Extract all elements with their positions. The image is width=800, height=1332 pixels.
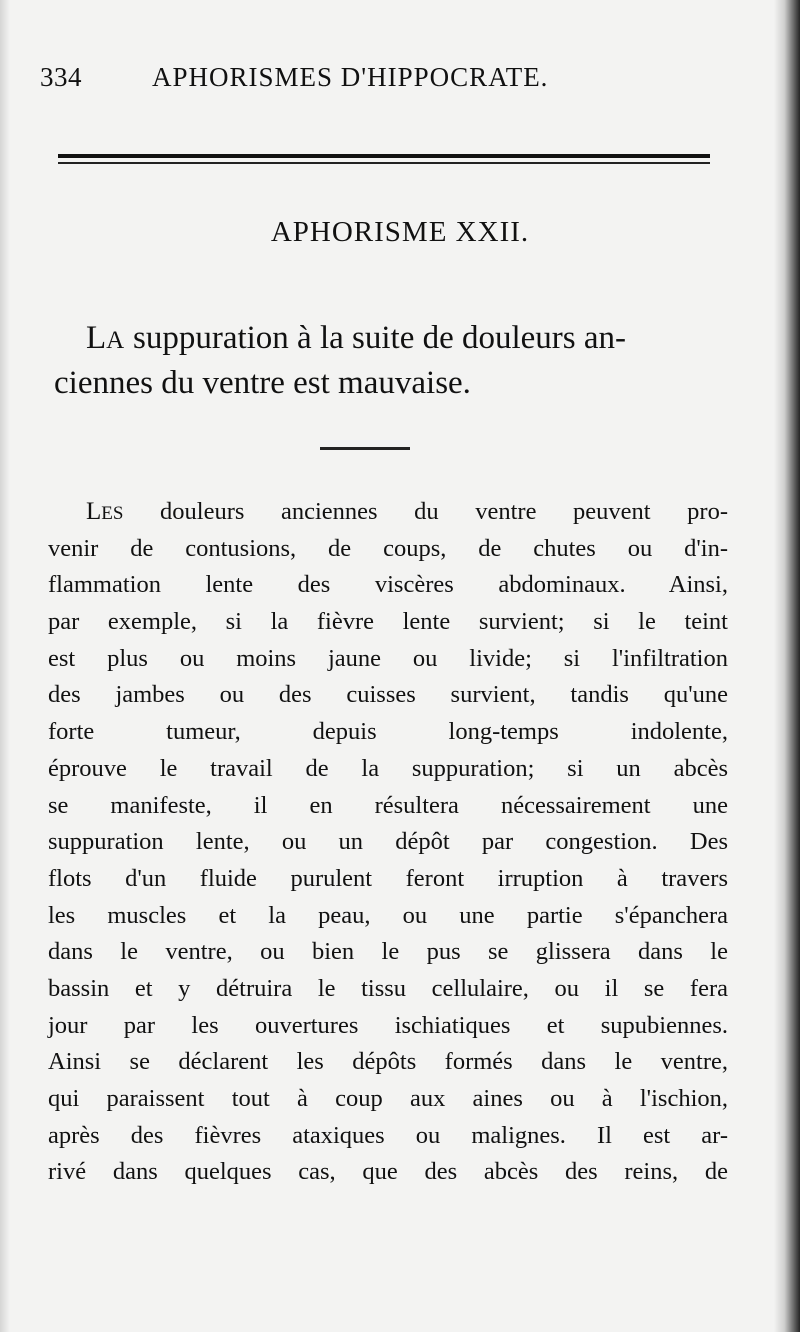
section-divider	[320, 447, 410, 450]
running-title: APHORISMES D'HIPPOCRATE.	[152, 62, 549, 92]
aphorism-line-2: ciennes du ventre est mauvaise.	[54, 365, 471, 401]
aphorism-line-1	[86, 317, 716, 362]
aphorism-lead-smallcap: A	[106, 327, 125, 354]
commentary-line: par exemple, si la fièvre lente survient; si le teint	[48, 608, 728, 636]
aphorism-text	[54, 317, 716, 404]
commentary-line: est plus ou moins jaune ou livide; si l'infiltration	[48, 644, 728, 672]
commentary-line: éprouve le travail de la suppuration; si un abcès	[48, 754, 728, 782]
header-rule-thick	[58, 154, 710, 158]
aphorism-line-1-rest: suppuration à la suite de douleurs an-	[124, 320, 627, 356]
aphorism-lead-capital: L	[86, 320, 107, 356]
commentary-line: forte tumeur, depuis long-temps indolente,	[48, 718, 728, 746]
commentary-lead-capital: L	[86, 498, 102, 525]
commentary-lead-smallcap: ES	[101, 503, 124, 524]
commentary-line: après des fièvres ataxiques ou malignes. Il est ar-	[48, 1121, 728, 1149]
commentary-line: flammation lente des viscères abdominaux. Ainsi,	[48, 571, 728, 599]
commentary-line: rivé dans quelques cas, que des abcès des reins, de	[48, 1158, 728, 1186]
aphorism-title: APHORISME XXII.	[270, 216, 530, 248]
commentary-line: flots d'un fluide purulent feront irruption à travers	[48, 864, 728, 892]
page-number: 334	[40, 62, 82, 92]
commentary-line: jour par les ouvertures ischiatiques et supubiennes.	[48, 1011, 728, 1039]
commentary-line: dans le ventre, ou bien le pus se glissera dans le	[48, 938, 728, 966]
commentary-line: des jambes ou des cuisses survient, tandis qu'une	[48, 681, 728, 709]
commentary-line: Ainsi se déclarent les dépôts formés dans le ventre,	[48, 1048, 728, 1076]
page-edge-shadow	[0, 0, 10, 1332]
header-rule-thin	[58, 162, 710, 164]
commentary-line: qui paraissent tout à coup aux aines ou à l'ischion,	[48, 1085, 728, 1112]
commentary-line-1-rest: douleurs anciennes du ventre peuvent pro-	[123, 498, 728, 525]
binding-gutter-shadow	[774, 0, 800, 1332]
commentary-line: bassin et y détruira le tissu cellulaire, ou il se fera	[48, 974, 728, 1002]
running-header	[40, 62, 740, 102]
commentary-text	[48, 494, 728, 1191]
commentary-line: se manifeste, il en résultera nécessairement une	[48, 791, 728, 819]
commentary-line: suppuration lente, ou un dépôt par congestion. Des	[48, 828, 728, 856]
commentary-line: les muscles et la peau, ou une partie s'épanchera	[48, 901, 728, 929]
commentary-line-1	[48, 494, 728, 531]
commentary-line: venir de contusions, de coups, de chutes ou d'in-	[48, 534, 728, 562]
